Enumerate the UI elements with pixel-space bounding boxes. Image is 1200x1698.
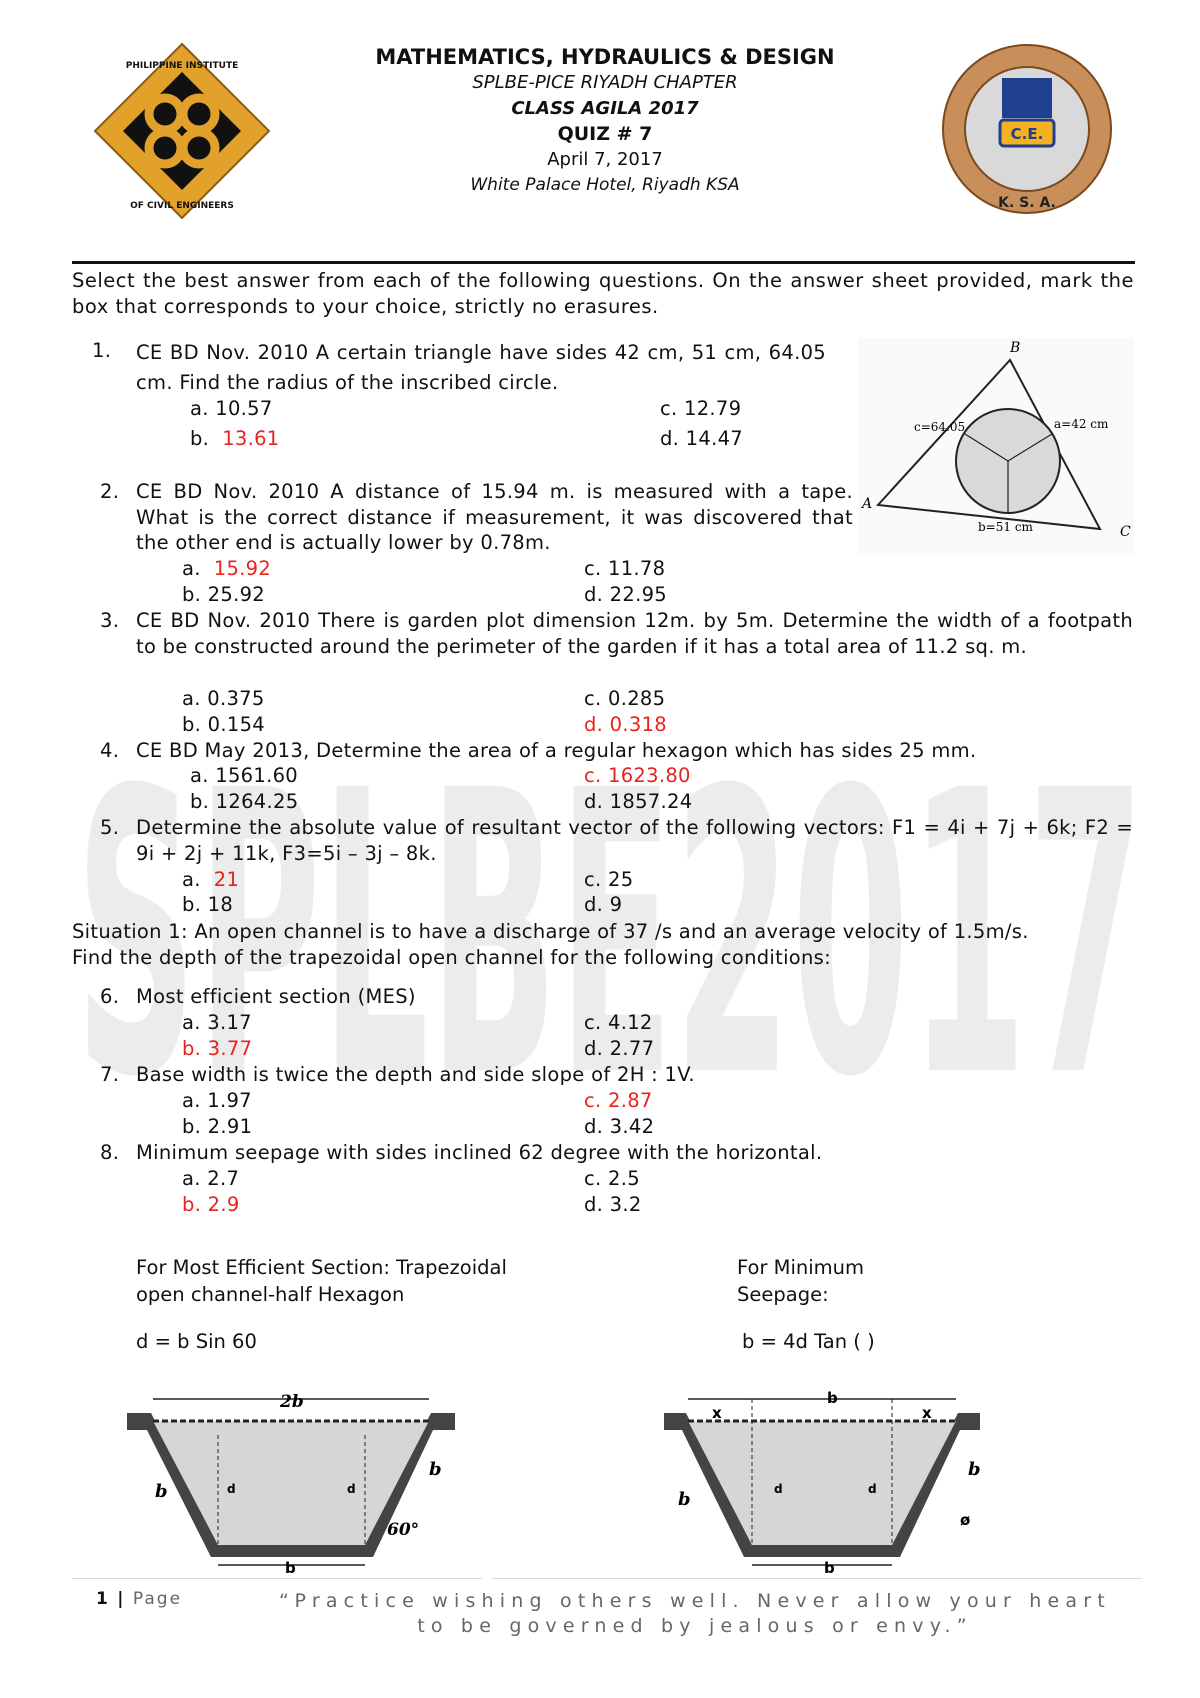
option-label: b. (190, 427, 210, 450)
q4-option-a: a. 1561.60 (190, 764, 298, 787)
q8-option-a: a. 2.7 (182, 1167, 240, 1190)
instructions: Select the best answer from each of the following questions. On the answer sheet provided, mark the box that corresponds to your choice, strictly no erasures. (72, 269, 1134, 318)
svg-text:b: b (429, 1459, 442, 1480)
q3-option-c: c. 0.285 (584, 687, 666, 710)
q6-option-b: b. 3.77 (182, 1037, 253, 1060)
svg-text:b: b (678, 1489, 691, 1510)
class-name: CLASS AGILA 2017 (511, 98, 699, 119)
svg-text:PHILIPPINE INSTITUTE: PHILIPPINE INSTITUTE (125, 61, 239, 71)
ms-note-line1: For Minimum (737, 1256, 865, 1279)
question-text: Most efficient section (MES) (136, 985, 416, 1008)
svg-text:x: x (922, 1404, 932, 1422)
chapter-name: SPLBE-PICE RIYADH CHAPTER (472, 72, 738, 93)
question-text: Base width is twice the depth and side slope of 2H : 1V. (136, 1063, 695, 1086)
q1-option-d: d. 14.47 (660, 427, 743, 450)
q7-option-c: c. 2.87 (584, 1089, 653, 1112)
mes-formula: d = b Sin 60 (136, 1330, 257, 1353)
svg-text:OF CIVIL ENGINEERS: OF CIVIL ENGINEERS (130, 201, 234, 211)
footer-quote: “Practice wishing others well. Never allow your heart to be governed by jealous or envy.” (279, 1590, 1111, 1637)
q2-option-d: d. 22.95 (584, 583, 667, 606)
svg-text:d: d (774, 1482, 783, 1496)
q5-option-d: d. 9 (584, 893, 623, 916)
channel-figure-seepage (662, 1385, 992, 1575)
q5-option-b: b. 18 (182, 893, 234, 916)
svg-text:b: b (285, 1559, 296, 1575)
svg-text:x: x (712, 1404, 722, 1422)
q4-option-d: d. 1857.24 (584, 790, 693, 813)
q8-option-c: c. 2.5 (584, 1167, 640, 1190)
q4-option-c: c. 1623.80 (584, 764, 691, 787)
correct-answer: 21 (213, 868, 240, 891)
q5-option-c: c. 25 (584, 868, 634, 891)
correct-answer: 15.92 (213, 557, 272, 580)
q2-option-a (182, 556, 271, 582)
question-text: Minimum seepage with sides inclined 62 degree with the horizontal. (136, 1141, 823, 1164)
svg-text:b: b (824, 1559, 835, 1575)
q1-option-a: a. 10.57 (190, 397, 273, 420)
question-text: CE BD Nov. 2010 A certain triangle have sides 42 cm, 51 cm, 64.05 cm. Find the radius of the inscribed circle. (136, 341, 826, 394)
svg-text:b=51 cm: b=51 cm (978, 520, 1033, 534)
q8-option-b: b. 2.9 (182, 1193, 240, 1216)
question-number: 1. (92, 339, 112, 362)
question-text: Determine the absolute value of resultant vector of the following vectors: F1 = 4i + 7j + 6k; F2 = 9i + 2j + 11k, F3=5i – 3j – 8k. (136, 816, 1133, 865)
question-number: 5. (100, 816, 120, 839)
question-number: 8. (100, 1141, 120, 1164)
q5-option-a (182, 867, 239, 893)
q2-option-c: c. 11.78 (584, 557, 666, 580)
triangle-figure (858, 338, 1134, 556)
svg-text:60°: 60° (387, 1520, 420, 1540)
option-label: a. (182, 868, 201, 891)
svg-text:ø: ø (960, 1511, 971, 1529)
svg-text:b: b (155, 1481, 168, 1502)
q2-option-b: b. 25.92 (182, 583, 265, 606)
correct-answer: 13.61 (222, 427, 280, 450)
svg-text:d: d (868, 1482, 877, 1496)
svg-text:A: A (862, 496, 873, 512)
q7-option-b: b. 2.91 (182, 1115, 253, 1138)
mes-note-line1: For Most Efficient Section: Trapezoidal (136, 1256, 507, 1279)
svg-text:d: d (227, 1482, 236, 1496)
svg-text:K. S. A.: K. S. A. (998, 195, 1056, 211)
question-text: CE BD May 2013, Determine the area of a regular hexagon which has sides 25 mm. (136, 739, 977, 762)
watermark-text: SPLBE2017 (75, 730, 1145, 1100)
ofce-logo (940, 42, 1115, 217)
q3-option-a: a. 0.375 (182, 687, 265, 710)
option-label: a. (182, 557, 201, 580)
q1-option-c: c. 12.79 (660, 397, 742, 420)
q6-option-c: c. 4.12 (584, 1011, 653, 1034)
page-number: 1 | Page (96, 1589, 183, 1609)
svg-text:d: d (347, 1482, 356, 1496)
header-rule (72, 261, 1135, 264)
q1-option-b (190, 426, 280, 452)
q8-option-d: d. 3.2 (584, 1193, 642, 1216)
question-number: 3. (100, 609, 120, 632)
pice-logo (93, 42, 271, 220)
quiz-number: QUIZ # 7 (557, 123, 653, 145)
question-text: CE BD Nov. 2010 A distance of 15.94 m. is measured with a tape. What is the correct distance if measurement, it was discovered that the other end is actually lower by 0.78m. (136, 480, 853, 554)
q3-option-b: b. 0.154 (182, 713, 265, 736)
svg-text:b: b (827, 1389, 838, 1407)
q3-option-d: d. 0.318 (584, 713, 667, 736)
ms-note-line2: Seepage: (737, 1283, 829, 1306)
doc-title: MATHEMATICS, HYDRAULICS & DESIGN (375, 45, 835, 69)
channel-figure-mes (125, 1385, 480, 1575)
question-text: CE BD Nov. 2010 There is garden plot dimension 12m. by 5m. Determine the width of a footpath to be constructed around the perimeter of the garden if it has a total area of 11.2 sq. m. (136, 609, 1133, 658)
question-number: 7. (100, 1063, 120, 1086)
svg-text:b: b (968, 1459, 981, 1480)
svg-text:c=64.05: c=64.05 (914, 420, 966, 434)
question-number: 2. (100, 480, 120, 503)
svg-text:B: B (1010, 340, 1021, 356)
ms-formula: b = 4d Tan ( ) (742, 1330, 875, 1353)
q7-option-d: d. 3.42 (584, 1115, 655, 1138)
mes-note-line2: open channel-half Hexagon (136, 1283, 405, 1306)
svg-text:C.E.: C.E. (1010, 125, 1044, 143)
q7-option-a: a. 1.97 (182, 1089, 252, 1112)
quiz-date: April 7, 2017 (547, 149, 663, 170)
q6-option-a: a. 3.17 (182, 1011, 252, 1034)
venue: White Palace Hotel, Riyadh KSA (470, 175, 740, 195)
svg-text:a=42 cm: a=42 cm (1054, 417, 1109, 431)
svg-text:2b: 2b (280, 1392, 304, 1412)
q6-option-d: d. 2.77 (584, 1037, 655, 1060)
footer-rule-right (492, 1578, 1142, 1579)
footer-rule-left (72, 1578, 482, 1579)
situation-text: Situation 1: An open channel is to have a discharge of 37 /s and an average velocity of 1.5m/s. Find the depth of the trapezoidal open channel for the following conditions: (72, 920, 1029, 969)
q4-option-b: b. 1264.25 (190, 790, 299, 813)
question-number: 6. (100, 985, 120, 1008)
question-number: 4. (100, 739, 120, 762)
svg-text:C: C (1120, 524, 1131, 540)
